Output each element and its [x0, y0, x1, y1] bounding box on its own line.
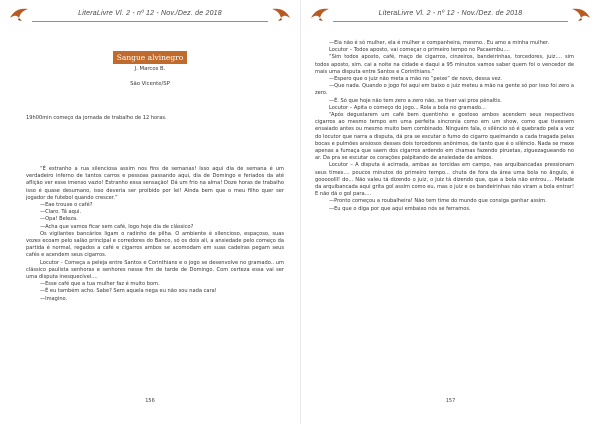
bird-logo-icon — [570, 6, 592, 22]
paragraph: —Imagino. — [40, 295, 68, 302]
page-number: 157 — [445, 398, 456, 404]
right-page — [300, 0, 600, 424]
opening-line: 19h00min começo da jornada de trabalho de 12 horas. — [26, 115, 167, 121]
paragraph: “Após degustarem um café bem quentinho e gostoso ambos acendem seus respectivos cigarros ao mesmo tempo em uma perfeita sincronia como em um show, como que tivessem ensaiado antes ou mesmo muito bem combinado. Ninguém fala, o silêncio só é quebrado pela a voz do locutor que narra a disputa, dá pra se escutar o fumo do cigarro queimando a cada tragada pelas bocas e pulmões ansiosos desses dois torcedores anônimos, de tanto que é o silêncio. Nada se mexe apenas a fumaça que saem dos cigarros ardendo em chamas fazendo piruetas, ziguezagueando no ar. Da pra se escutar os corações palpitando de ansiedade de ambos. — [315, 112, 574, 162]
paragraph: —É eu também acho. Sabe? Sem aquela nega eu não sou nada cara! — [40, 288, 217, 295]
journal-title: LiteraLivre Vl. 2 - nº 12 - Nov./Dez. de 2018 — [378, 10, 523, 17]
page-header — [8, 9, 292, 25]
paragraph: —Ela não é só mulher, ela é mulher e companheira, mesmo.. Eu amo a minha mulher. — [329, 40, 550, 46]
bird-logo-icon — [270, 6, 292, 22]
left-page-text — [26, 166, 284, 303]
paragraph: —Acha que vamos ficar sem café, logo hoje dia de clássico? — [40, 223, 194, 230]
header-rule — [32, 21, 268, 22]
story-title-wrap — [0, 45, 300, 64]
paragraph: —É. Só que hoje não tem zero a zero não, se tiver vai pros pênaltis. — [329, 97, 502, 104]
paragraph: —Esse café que a tua mulher faz é muito bom. — [40, 281, 160, 288]
author-location: São Vicente/SP — [130, 81, 170, 87]
paragraph: “É estranho a rua silenciosa assim nos fins de semanas! Isso aqui dia de semana é um verdadeiro inferno de tantos carros e pessoas passando aqui, dia de Domingo e feriados da até aflição ver esse imenso vazio! Estranho essa sensação! Dá um frio na alma! Doze horas de trabalho isso é quase desumano, isso deveria ser proibido por lei! Ainda bem que o meu filho quer ser jogador de futebol quando crescer.” — [26, 166, 284, 201]
paragraph: —Eae trouxe o café? — [40, 202, 93, 209]
paragraph: —Que nada. Quando o jogo foi aqui em baixo o juiz meteu a mão na gente só por isso foi zero a zero. — [315, 83, 574, 97]
author-name: J. Marcos B. — [134, 66, 166, 72]
page-number: 156 — [145, 398, 155, 404]
paragraph: Locutor - Começa a peleja entre Santos e Corinthians e o jogo se desenvolve no gramado.. um clássico paulista senhoras e senhores nesse fim de tarde de Domingo. Com certeza essa vai ser uma disputa inesquecível.... — [26, 259, 284, 281]
paragraph: Locutor – Apita o começo do jogo... Rola a bola no gramado... — [329, 104, 486, 111]
paragraph: —Opa! Beleza. — [40, 216, 78, 223]
paragraph: —Claro. Tá aqui. — [40, 209, 82, 216]
bird-logo-icon — [309, 6, 331, 22]
page-header — [309, 9, 592, 25]
paragraph: Os vigilantes bancários ligam o radinho de pilha. O ambiente é silencioso, espaçoso, suas vozes ecoam pelo salão principal e corredores do Banco, só os dois ali, a ansiedade pelo começo da partida é normal, regados a café e cigarros ambos se acomodam em suas cadeiras pegam seus cafés e acendem seus cigarros. — [26, 230, 284, 259]
paragraph: Locutor – Todos aposto, vai começar o primeiro tempo no Pacaembu.... — [329, 47, 510, 54]
paragraph: —Espero que o juiz não meta a mão no “peixe” de novo, dessa vez. — [329, 76, 503, 83]
paragraph: —Eu que o diga por que aqui embaixo nós se ferramos. — [329, 205, 471, 212]
paragraph: —Pronto começou a roubalheira! Não tem time do mundo que consiga ganhar assim. — [329, 198, 547, 205]
paragraph: “Sim todos aposto, café, maço de cigarros, cinzeiros, bandeirinhas, torcedores, juiz.... sim todos aposto, sim. cai a noite na cidade e daqui a 95 minutos vamos saber quem foi o vencedor de mais uma disputa entre Santos e Corinthians.” — [315, 54, 574, 75]
paragraph: Locutor – A disputa é acirrada, ambas as torcidas em campo, nas arquibancadas pressionam seus times.... poucos minutos do primeiro tempo... chuta de fora da área uma bola no ângulo, é gooooolll! do... Não valeu tá dizendo o juiz, o juiz tá dizendo que, que a bola não entrou.... Metade da arquibancada aqui grita gol assim como eu, mas o juiz e os bandeirinhas não viram a bola entrar! E não dá o gol para.... — [315, 162, 574, 198]
story-title: Sangue alvinegro — [113, 51, 188, 64]
header-rule — [333, 21, 568, 22]
right-page-text — [315, 40, 574, 213]
bird-logo-icon — [8, 6, 30, 22]
journal-title: LiteraLivre Vl. 2 - nº 12 - Nov./Dez. de 2018 — [78, 10, 222, 17]
